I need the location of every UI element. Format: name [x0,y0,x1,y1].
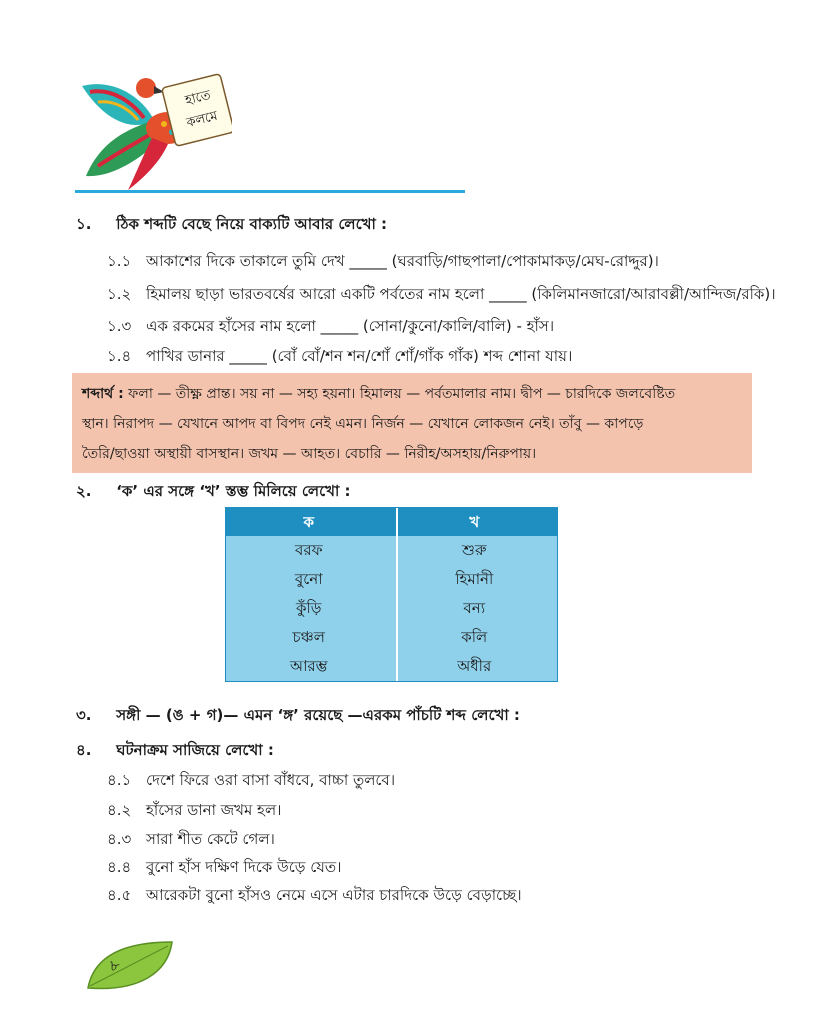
item-number: ১.২ [107,285,132,303]
q4-item [107,885,522,905]
table-row [226,623,557,652]
question-2 [76,481,351,501]
column-header: খ [469,513,480,531]
q1-item [107,251,659,271]
header-rule [75,190,465,193]
item-number: ১.১ [107,252,132,270]
item-text: বুনো হাঁস দক্ষিণ দিকে উড়ে যেত। [146,858,342,876]
column-header: ক [303,513,314,531]
question-text: ঘটনাক্রম সাজিয়ে লেখো : [116,741,274,759]
question-text: সঙ্গী — (ঙ + গ)— এমন ‘ঙ্গ’ রয়েছে —এরকম পাঁচটি শব্দ লেখো : [116,706,520,724]
table-cell: বরফ [294,541,323,559]
item-number: ৪.১ [107,771,132,789]
q1-item [107,284,776,304]
item-number: ১.৩ [107,317,132,335]
item-text: দেশে ফিরে ওরা বাসা বাঁধবে, বাচ্চা তুলবে। [146,771,396,789]
item-text: হাঁসের ডানা জখম হল। [146,801,282,819]
question-text: ‘ক’ এর সঙ্গে ‘খ’ স্তম্ভ মিলিয়ে লেখো : [116,482,351,500]
question-4 [76,740,274,760]
glossary-line-2: স্থান। নিরাপদ — যেখানে আপদ বা বিপদ নেই এমন। নির্জন — যেখানে লোকজন নেই। তাঁবু — কাপড়ে [82,416,644,432]
table-row [226,652,557,681]
table-cell: কলি [461,628,488,646]
q4-item [107,800,281,820]
item-text: এক রকমের হাঁসের নাম হলো _____ (সোনা/কুনো/কালি/বালি) - হাঁস। [146,317,555,335]
item-text: হিমালয় ছাড়া ভারতবর্ষের আরো একটি পর্বতের নাম হলো _____ (কিলিমানজারো/আরাবল্লী/আন্দিজ/রকি)। [146,285,776,303]
leaf-icon [84,938,176,994]
question-1 [76,214,387,234]
table-cell: কুঁড়ি [296,599,322,617]
table-cell: শুরু [462,541,487,559]
question-number: ১. [76,215,92,233]
q4-item [107,770,395,790]
table-cell: অধীর [457,657,492,675]
glossary-label: শব্দার্থ : [82,386,124,402]
item-number: ৪.৪ [107,858,132,876]
item-text: আকাশের দিকে তাকালে তুমি দেখ _____ (ঘরবাড়ি/গাছপালা/পোকামাকড়/মেঘ-রোদ্দুর)। [146,252,659,270]
item-number: ৪.৩ [107,830,132,848]
table-cell: আরম্ভ [289,657,328,675]
badge-line-2: কলমে [185,108,220,131]
glossary-box [72,373,752,473]
q1-item [107,346,572,366]
question-number: ৩. [76,706,92,724]
question-text: ঠিক শব্দটি বেছে নিয়ে বাক্যটি আবার লেখো : [116,215,388,233]
q1-item [107,316,554,336]
item-number: ১.৪ [107,347,132,365]
table-divider [396,508,398,681]
table-row [226,536,557,565]
table-cell: চঞ্চল [292,628,325,646]
question-number: ২. [76,482,92,500]
item-number: ৪.২ [107,801,132,819]
item-text: পাখির ডানার _____ (বোঁ বোঁ/শন শন/শোঁ শোঁ/গাঁক গাঁক) শব্দ শোনা যায়। [146,347,573,365]
table-header [226,508,557,536]
question-3 [76,705,520,725]
item-number: ৪.৫ [107,886,132,904]
q4-item [107,829,275,849]
q4-item [107,857,342,877]
glossary-line-3: তৈরি/ছাওয়া অস্থায়ী বাসস্থান। জখম — আহত। বেচারি — নিরীহ/অসহায়/নিরুপায়। [82,446,537,462]
table-cell: হিমানী [455,570,494,588]
glossary-line-1: ফলা — তীক্ষ্ণ প্রান্ত। সয় না — সহ্য হয়না। হিমালয় — পর্বতমালার নাম। দ্বীপ — চারদিকে জলবেষ্টিত [128,386,676,402]
match-table [225,507,558,682]
item-text: আরেকটা বুনো হাঁসও নেমে এসে এটার চারদিকে উড়ে বেড়াচ্ছে। [146,886,522,904]
bird-illustration [72,58,232,198]
table-row [226,565,557,594]
table-cell: বন্য [463,599,486,617]
table-cell: বুনো [294,570,323,588]
badge-line-1: হাতে [183,87,213,109]
item-text: সারা শীত কেটে গেল। [146,830,275,848]
question-number: ৪. [76,741,92,759]
table-row [226,594,557,623]
page-number: ৮ [110,957,120,975]
